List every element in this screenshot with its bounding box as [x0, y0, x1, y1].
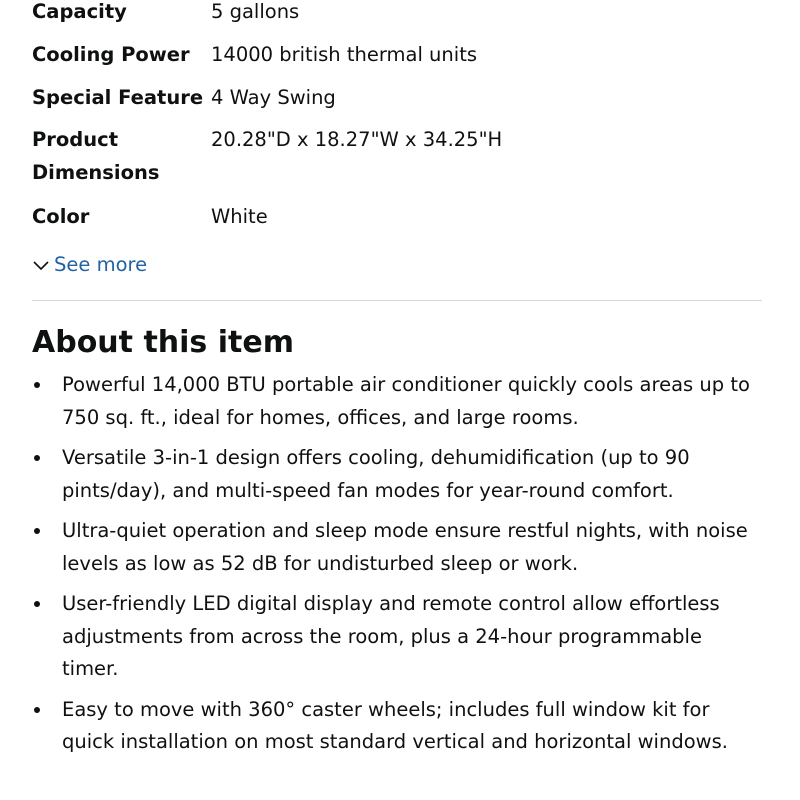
bullet-text: Powerful 14,000 BTU portable air conditioner quickly cools areas up to 750 sq. ft., ideal for homes, offices, and large rooms. [62, 373, 750, 429]
about-bullet-list [32, 369, 762, 767]
about-bullet-item [32, 442, 762, 507]
spec-value: 20.28"D x 18.27"W x 34.25"H [211, 128, 503, 151]
spec-key: Cooling Power [32, 43, 190, 66]
spec-key: Capacity [32, 0, 127, 23]
bullet-dot-icon [34, 528, 40, 534]
bullet-text: Ultra-quiet operation and sleep mode ensure restful nights, with noise levels as low as 52 dB for undisturbed sleep or work. [62, 519, 748, 575]
bullet-text: Versatile 3-in-1 design offers cooling, dehumidification (up to 90 pints/day), and multi-speed fan modes for year-round comfort. [62, 446, 690, 502]
spec-key: Special Feature [32, 86, 204, 109]
about-section-title: About this item [32, 325, 294, 360]
bullet-text: User-friendly LED digital display and remote control allow effortless adjustments from across the room, plus a 24-hour programmable timer. [62, 592, 720, 680]
see-more-link[interactable] [32, 250, 147, 280]
about-bullet-item [32, 369, 762, 434]
spec-value: White [211, 205, 268, 228]
about-bullet-item [32, 588, 762, 686]
bullet-text: Easy to move with 360° caster wheels; includes full window kit for quick installation on most standard vertical and horizontal windows. [62, 697, 728, 753]
spec-key: Product Dimensions [32, 128, 160, 184]
section-divider [32, 300, 762, 301]
bullet-dot-icon [34, 382, 40, 388]
bullet-dot-icon [34, 601, 40, 607]
about-bullet-item [32, 694, 762, 759]
spec-value: 5 gallons [211, 0, 300, 23]
chevron-down-icon [32, 256, 50, 274]
see-more-label: See more [54, 253, 148, 276]
bullet-dot-icon [34, 707, 40, 713]
spec-key: Color [32, 205, 90, 228]
spec-value: 14000 british thermal units [211, 43, 478, 66]
about-bullet-item [32, 515, 762, 580]
spec-value: 4 Way Swing [211, 86, 336, 109]
bullet-dot-icon [34, 455, 40, 461]
